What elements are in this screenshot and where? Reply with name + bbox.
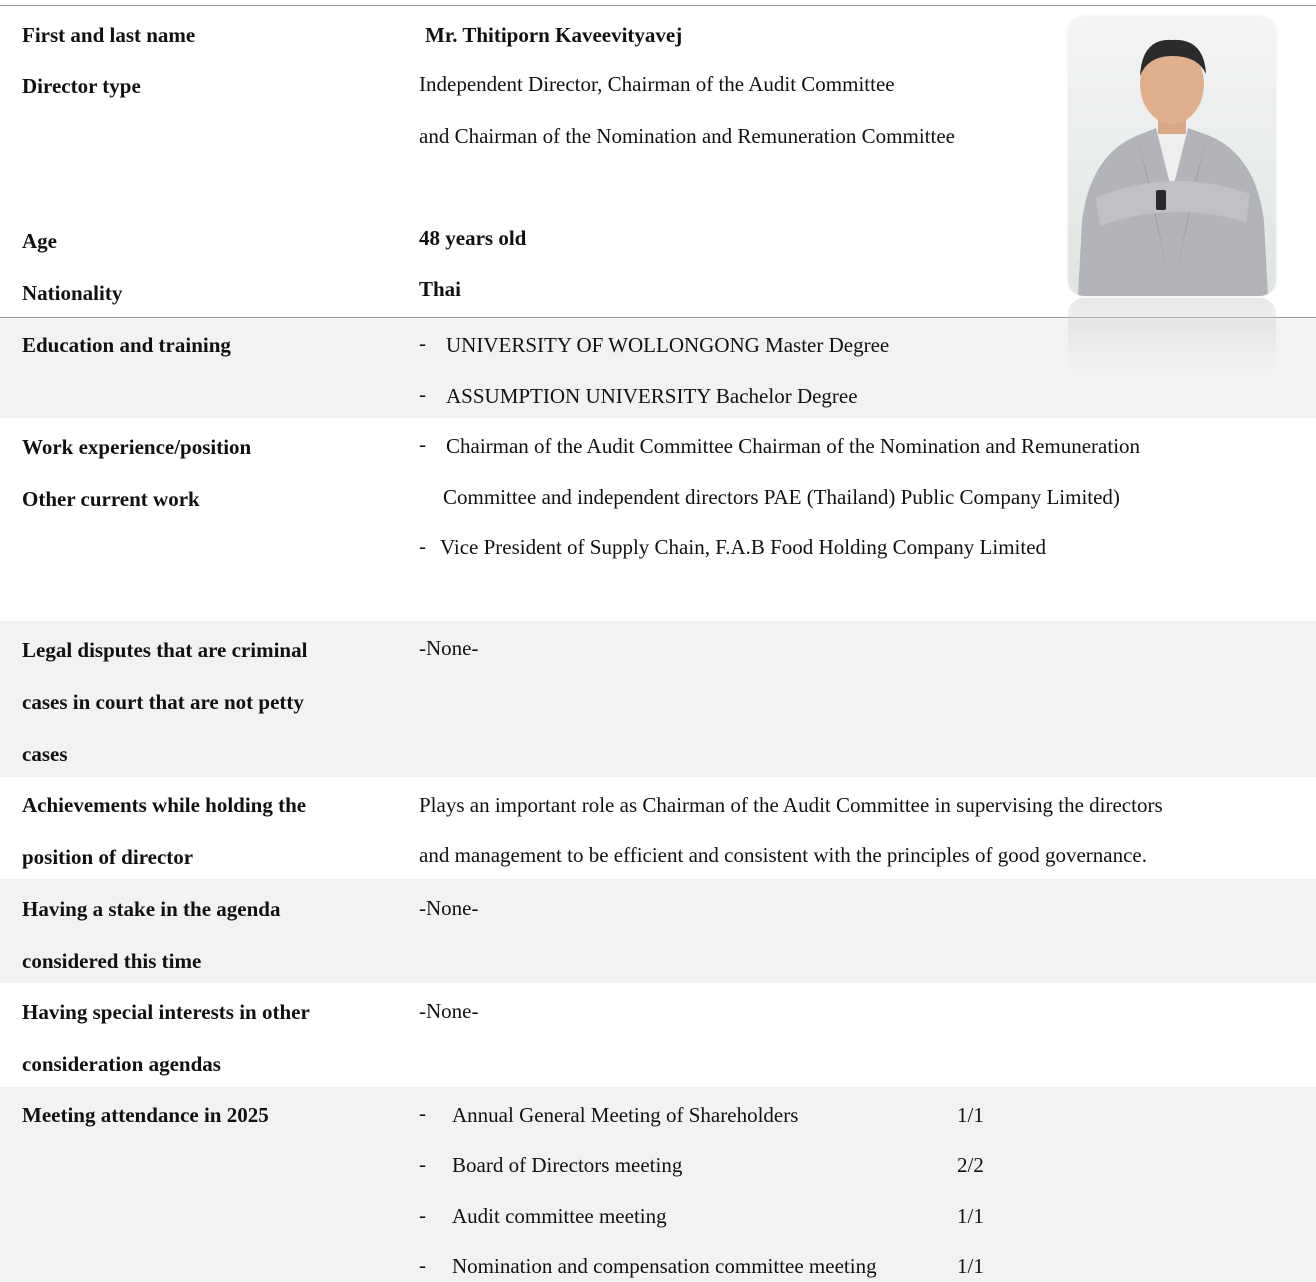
legal-label-2: cases in court that are not petty <box>22 690 304 714</box>
meeting-count-3: 1/1 <box>957 1204 984 1228</box>
special-value: -None- <box>419 999 479 1023</box>
meeting-name-4: Nomination and compensation committee meeting <box>452 1254 877 1278</box>
work-item-1-line-1: Chairman of the Audit Committee Chairman of the Nomination and Remuneration <box>446 434 1141 458</box>
stake-label-1: Having a stake in the agenda <box>22 897 281 921</box>
meeting-count-1: 1/1 <box>957 1103 984 1127</box>
name-label: First and last name <box>22 23 196 47</box>
education-item-2: ASSUMPTION UNIVERSITY Bachelor Degree <box>446 384 858 408</box>
achievements-value-1: Plays an important role as Chairman of the Audit Committee in supervising the directors <box>419 793 1163 817</box>
education-bullet-2: - <box>419 382 426 406</box>
stake-value: -None- <box>419 896 479 920</box>
age-label: Age <box>22 229 57 253</box>
achievements-value-2: and management to be efficient and consistent with the principles of good governance. <box>419 843 1147 867</box>
director-type-value-2: and Chairman of the Nomination and Remuneration Committee <box>419 124 955 148</box>
meeting-count-4: 1/1 <box>957 1254 984 1278</box>
legal-label-3: cases <box>22 742 68 766</box>
meeting-name-3: Audit committee meeting <box>452 1204 667 1228</box>
education-bullet-1: - <box>419 331 426 355</box>
work-item-1-line-2: Committee and independent directors PAE (Thailand) Public Company Limited) <box>443 485 1120 509</box>
name-value: Mr. Thitiporn Kaveevityavej <box>425 23 683 47</box>
special-label-1: Having special interests in other <box>22 1000 310 1024</box>
meeting-name-2: Board of Directors meeting <box>452 1153 683 1177</box>
stake-label-2: considered this time <box>22 949 202 973</box>
meeting-bullet-3: - <box>419 1203 426 1227</box>
director-portrait-icon <box>1068 16 1276 296</box>
director-type-value-1: Independent Director, Chairman of the Audit Committee <box>419 72 895 96</box>
meeting-bullet-2: - <box>419 1152 426 1176</box>
director-photo <box>1068 16 1276 378</box>
work-item-2: Vice President of Supply Chain, F.A.B Food Holding Company Limited <box>440 535 1047 559</box>
work-bullet-1: - <box>419 432 426 456</box>
education-label: Education and training <box>22 333 231 357</box>
work-bullet-2: - <box>419 534 426 558</box>
photo-reflection <box>1068 298 1276 378</box>
work-label-1: Work experience/position <box>22 435 252 459</box>
nationality-value: Thai <box>419 277 462 301</box>
meeting-count-2: 2/2 <box>957 1153 984 1177</box>
legal-label-1: Legal disputes that are criminal <box>22 638 308 662</box>
top-rule <box>0 5 1316 6</box>
achievements-label-1: Achievements while holding the <box>22 793 307 817</box>
director-type-label: Director type <box>22 74 141 98</box>
legal-value: -None- <box>419 636 479 660</box>
meeting-bullet-1: - <box>419 1101 426 1125</box>
meeting-bullet-4: - <box>419 1253 426 1277</box>
special-label-2: consideration agendas <box>22 1052 221 1076</box>
age-value: 48 years old <box>419 226 527 250</box>
nationality-label: Nationality <box>22 281 123 305</box>
achievements-label-2: position of director <box>22 845 194 869</box>
meeting-name-1: Annual General Meeting of Shareholders <box>452 1103 799 1127</box>
education-item-1: UNIVERSITY OF WOLLONGONG Master Degree <box>446 333 890 357</box>
meetings-label: Meeting attendance in 2025 <box>22 1103 269 1127</box>
work-label-2: Other current work <box>22 487 200 511</box>
